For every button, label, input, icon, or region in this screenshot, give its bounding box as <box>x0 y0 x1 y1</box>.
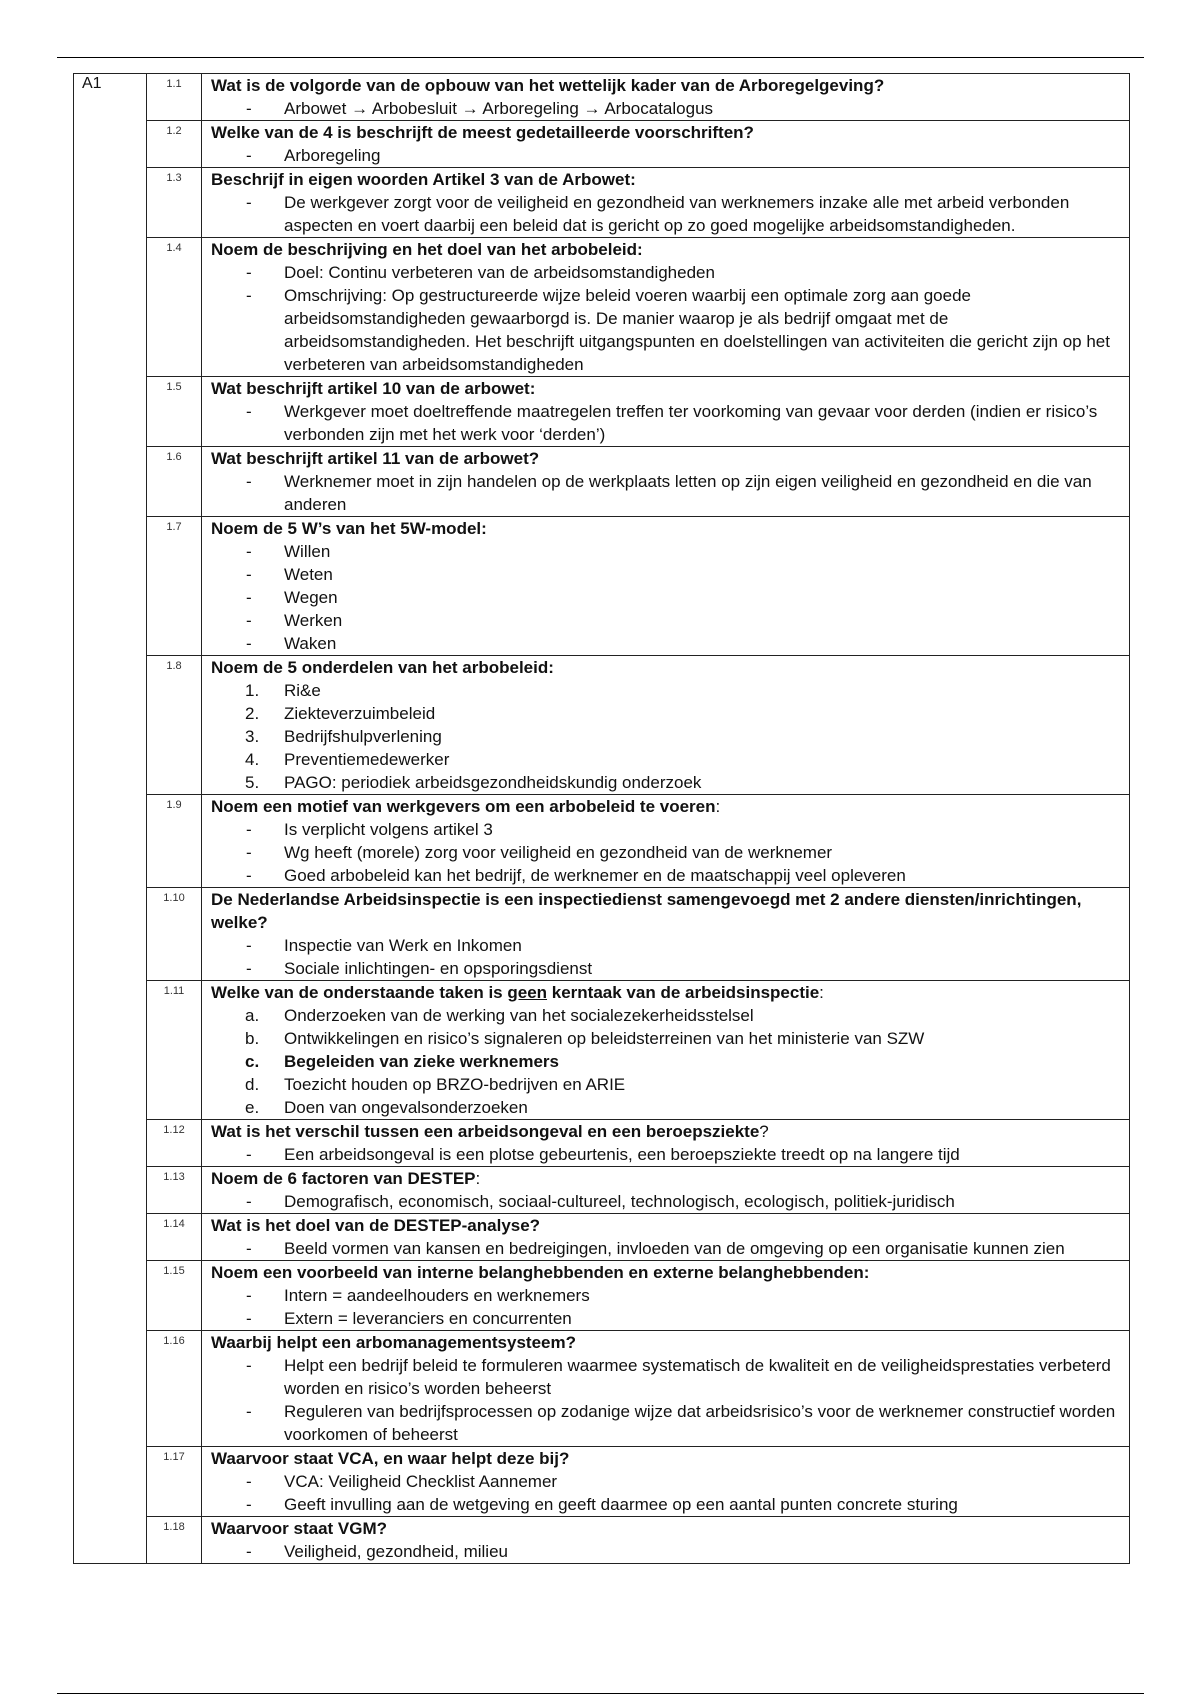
question-cell <box>202 1517 1130 1564</box>
answer-item: - Willen <box>211 540 1119 563</box>
answer-item: - Demografisch, economisch, sociaal-cultureel, technologisch, ecologisch, politiek-juridisch <box>211 1190 1119 1213</box>
answer-item: - Wg heeft (morele) zorg voor veiligheid en gezondheid van de werknemer <box>211 841 1119 864</box>
answer-item: - Geeft invulling aan de wetgeving en geeft daarmee op een aantal punten concrete sturing <box>211 1493 1119 1516</box>
question-number: 1.10 <box>147 888 202 981</box>
question-number: 1.7 <box>147 517 202 656</box>
section-label: A1 <box>74 74 147 1564</box>
question-number: 1.8 <box>147 656 202 795</box>
answer-item: - Omschrijving: Op gestructureerde wijze beleid voeren waarbij een optimale zorg aan goede arbeidsomstandigheden gewaarborgd is. De manier waarop je als bedrijf omgaat met de arbeidsomstandigheden. Het beschrijft uitgangspunten en doelstellingen van activiteiten die gericht zijn op het verbeteren van arbeidsomstandigheden <box>211 284 1119 376</box>
option-item: e. Doen van ongevalsonderzoeken <box>245 1098 528 1117</box>
question-cell <box>202 1261 1130 1331</box>
question-number: 1.18 <box>147 1517 202 1564</box>
question-cell <box>202 168 1130 238</box>
question-text: Waarbij helpt een arbomanagementsysteem? <box>211 1333 576 1352</box>
question-cell <box>202 888 1130 981</box>
answer-item: - Beeld vormen van kansen en bedreigingen, invloeden van de omgeving op een organisatie kunnen zien <box>211 1237 1119 1260</box>
question-number: 1.4 <box>147 238 202 377</box>
answer-item: - Helpt een bedrijf beleid te formuleren waarmee systematisch de kwaliteit en de veiligheidsprestaties verbeterd worden en risico’s worden beheerst <box>211 1354 1119 1400</box>
answer-item: - VCA: Veiligheid Checklist Aannemer <box>211 1470 1119 1493</box>
answer-item: - Wegen <box>211 586 1119 609</box>
question-text: Wat is de volgorde van de opbouw van het wettelijk kader van de Arboregelgeving? <box>211 76 885 95</box>
question-text: Noem de beschrijving en het doel van het arbobeleid: <box>211 240 643 259</box>
question-number: 1.11 <box>147 981 202 1120</box>
question-row <box>74 656 1130 795</box>
question-cell <box>202 121 1130 168</box>
question-number: 1.17 <box>147 1447 202 1517</box>
numbered-item: 3. Bedrijfshulpverlening <box>245 727 442 746</box>
question-number: 1.13 <box>147 1167 202 1214</box>
question-row <box>74 168 1130 238</box>
question-number: 1.1 <box>147 74 202 121</box>
question-cell <box>202 1447 1130 1517</box>
question-text: Wat beschrijft artikel 10 van de arbowet: <box>211 379 536 398</box>
question-number: 1.2 <box>147 121 202 168</box>
question-row <box>74 74 1130 121</box>
answer-item: - Inspectie van Werk en Inkomen <box>211 934 1119 957</box>
answer-item: - Extern = leveranciers en concurrenten <box>211 1307 1119 1330</box>
question-row <box>74 795 1130 888</box>
question-text: Waarvoor staat VCA, en waar helpt deze bij? <box>211 1449 570 1468</box>
question-number: 1.12 <box>147 1120 202 1167</box>
answer-item: - Werkgever moet doeltreffende maatregelen treffen ter voorkoming van gevaar voor derden (indien er risico’s verbonden zijn met het werk voor ‘derden’) <box>211 400 1119 446</box>
question-text: Noem een motief van werkgevers om een arbobeleid te voeren: <box>211 797 721 816</box>
answer-item: - Werken <box>211 609 1119 632</box>
question-cell <box>202 447 1130 517</box>
question-cell <box>202 1331 1130 1447</box>
question-text: Waarvoor staat VGM? <box>211 1519 388 1538</box>
question-row <box>74 238 1130 377</box>
question-text: Wat is het verschil tussen een arbeidsongeval en een beroepsziekte? <box>211 1122 769 1141</box>
answer-item: - Sociale inlichtingen- en opsporingsdienst <box>211 957 1119 980</box>
question-row <box>74 1447 1130 1517</box>
question-row <box>74 1120 1130 1167</box>
question-number: 1.14 <box>147 1214 202 1261</box>
numbered-item: 5. PAGO: periodiek arbeidsgezondheidskundig onderzoek <box>245 773 702 792</box>
answer-item: - Werknemer moet in zijn handelen op de werkplaats letten op zijn eigen veiligheid en gezondheid en die van anderen <box>211 470 1119 516</box>
question-cell <box>202 795 1130 888</box>
question-cell <box>202 1120 1130 1167</box>
answer-item: - Reguleren van bedrijfsprocessen op zodanige wijze dat arbeidsrisico’s voor de werknemer constructief worden voorkomen of beheerst <box>211 1400 1119 1446</box>
question-row <box>74 1214 1130 1261</box>
question-row <box>74 1331 1130 1447</box>
question-text: Noem de 5 onderdelen van het arbobeleid: <box>211 658 554 677</box>
question-cell <box>202 1214 1130 1261</box>
question-row <box>74 1517 1130 1564</box>
answer-item: - Een arbeidsongeval is een plotse gebeurtenis, een beroepsziekte treedt op na langere tijd <box>211 1143 1119 1166</box>
question-row <box>74 981 1130 1120</box>
answer-item: - Intern = aandeelhouders en werknemers <box>211 1284 1119 1307</box>
numbered-item: 2. Ziekteverzuimbeleid <box>245 704 436 723</box>
question-row <box>74 121 1130 168</box>
question-number: 1.9 <box>147 795 202 888</box>
question-cell <box>202 74 1130 121</box>
option-item: a. Onderzoeken van de werking van het socialezekerheidsstelsel <box>245 1006 754 1025</box>
question-cell <box>202 656 1130 795</box>
question-cell <box>202 238 1130 377</box>
option-item-correct: c. Begeleiden van zieke werknemers <box>245 1052 559 1071</box>
question-text: De Nederlandse Arbeidsinspectie is een inspectiedienst samengevoegd met 2 andere diensten/inrichtingen, welke? <box>211 890 1082 932</box>
question-cell <box>202 981 1130 1120</box>
question-row <box>74 447 1130 517</box>
option-item: d. Toezicht houden op BRZO-bedrijven en ARIE <box>245 1075 626 1094</box>
question-text: Welke van de 4 is beschrijft de meest gedetailleerde voorschriften? <box>211 123 754 142</box>
answer-item: - Doel: Continu verbeteren van de arbeidsomstandigheden <box>211 261 1119 284</box>
question-text: Welke van de onderstaande taken is geen kerntaak van de arbeidsinspectie: <box>211 983 824 1002</box>
question-text: Noem een voorbeeld van interne belanghebbenden en externe belanghebbenden: <box>211 1263 870 1282</box>
question-number: 1.16 <box>147 1331 202 1447</box>
numbered-item: 1. Ri&e <box>245 681 321 700</box>
question-row <box>74 377 1130 447</box>
answer-item: - Is verplicht volgens artikel 3 <box>211 818 1119 841</box>
top-rule <box>57 57 1144 58</box>
question-row <box>74 888 1130 981</box>
question-text: Beschrijf in eigen woorden Artikel 3 van de Arbowet: <box>211 170 636 189</box>
answer-item: - Arbowet → Arbobesluit → Arboregeling → Arbocatalogus <box>211 97 1119 120</box>
question-number: 1.5 <box>147 377 202 447</box>
numbered-item: 4. Preventiemedewerker <box>245 750 450 769</box>
question-number: 1.6 <box>147 447 202 517</box>
question-row <box>74 517 1130 656</box>
answer-item: - Veiligheid, gezondheid, milieu <box>211 1540 1119 1563</box>
answer-item: - Weten <box>211 563 1119 586</box>
answer-item: - Waken <box>211 632 1119 655</box>
question-cell <box>202 517 1130 656</box>
answer-item: - Goed arbobeleid kan het bedrijf, de werknemer en de maatschappij veel opleveren <box>211 864 1119 887</box>
question-number: 1.3 <box>147 168 202 238</box>
question-table <box>73 73 1130 1564</box>
option-item: b. Ontwikkelingen en risico’s signaleren op beleidsterreinen van het ministerie van SZW <box>245 1029 925 1048</box>
question-row <box>74 1261 1130 1331</box>
answer-item: - De werkgever zorgt voor de veiligheid en gezondheid van werknemers inzake alle met arbeid verbonden aspecten en voert daarbij een beleid dat is gericht op zo goed mogelijke arbeidsomstandigheden. <box>211 191 1119 237</box>
question-text: Noem de 5 W’s van het 5W-model: <box>211 519 487 538</box>
question-cell <box>202 1167 1130 1214</box>
question-row <box>74 1167 1130 1214</box>
question-text: Wat beschrijft artikel 11 van de arbowet? <box>211 449 540 468</box>
answer-item: - Arboregeling <box>211 144 1119 167</box>
question-text: Noem de 6 factoren van DESTEP: <box>211 1169 481 1188</box>
question-text: Wat is het doel van de DESTEP-analyse? <box>211 1216 541 1235</box>
bottom-rule <box>57 1693 1144 1694</box>
question-cell <box>202 377 1130 447</box>
question-number: 1.15 <box>147 1261 202 1331</box>
